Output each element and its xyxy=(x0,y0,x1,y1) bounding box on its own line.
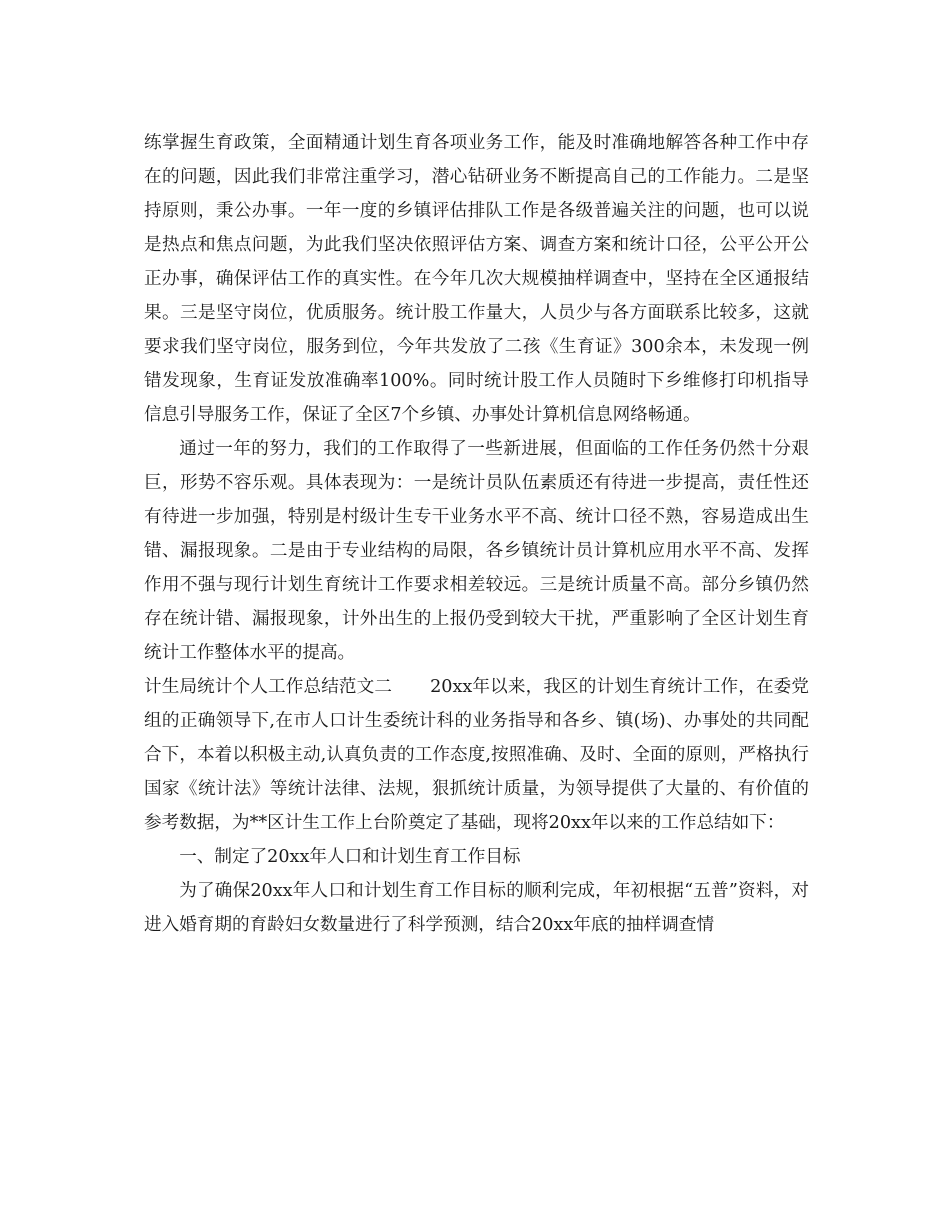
paragraph-5: 为了确保20xx年人口和计划生育工作目标的顺利完成，年初根据“五普”资料，对进入婚育期的育龄妇女数量进行了科学预测，结合20xx年底的抽样调查情 xyxy=(144,881,809,935)
section-heading: 计生局统计个人工作总结范文二 xyxy=(144,677,393,697)
paragraph-4: 一、制定了20xx年人口和计划生育工作目标 xyxy=(179,847,521,867)
document-body xyxy=(144,126,809,942)
paragraph-3 xyxy=(144,670,809,840)
paragraph-3-text: 20xx年以来，我区的计划生育统计工作，在委党组的正确领导下,在市人口计生委统计科的业务指导和各乡、镇(场)、办事处的共同配合下，本着以积极主动,认真负责的工作态度,按照准确、及时、全面的原则，严格执行国家《统计法》等统计法律、法规，狠抓统计质量，为领导提供了大量的、有价值的参考数据，为**区计生工作上台阶奠定了基础，现将20xx年以来的工作总结如下： xyxy=(144,677,809,833)
paragraph-2: 通过一年的努力，我们的工作取得了一些新进展，但面临的工作任务仍然十分艰巨，形势不容乐观。具体表现为：一是统计员队伍素质还有待进一步提高，责任性还有待进一步加强，特别是村级计生专干业务水平不高、统计口径不熟，容易造成出生错、漏报现象。二是由于专业结构的局限，各乡镇统计员计算机应用水平不高、发挥作用不强与现行计划生育统计工作要求相差较远。三是统计质量不高。部分乡镇仍然存在统计错、漏报现象，计外出生的上报仍受到较大干扰，严重影响了全区计划生育统计工作整体水平的提高。 xyxy=(144,439,809,663)
paragraph-1: 练掌握生育政策，全面精通计划生育各项业务工作，能及时准确地解答各种工作中存在的问题，因此我们非常注重学习，潜心钻研业务不断提高自己的工作能力。二是坚持原则，秉公办事。一年一度的乡镇评估排队工作是各级普遍关注的问题，也可以说是热点和焦点问题，为此我们坚决依照评估方案、调查方案和统计口径，公平公开公正办事，确保评估工作的真实性。在今年几次大规模抽样调查中，坚持在全区通报结果。三是坚守岗位，优质服务。统计股工作量大，人员少与各方面联系比较多，这就要求我们坚守岗位，服务到位，今年共发放了二孩《生育证》300余本，未发现一例错发现象，生育证发放准确率100%。同时统计股工作人员随时下乡维修打印机指导信息引导服务工作，保证了全区7个乡镇、办事处计算机信息网络畅通。 xyxy=(144,133,809,425)
